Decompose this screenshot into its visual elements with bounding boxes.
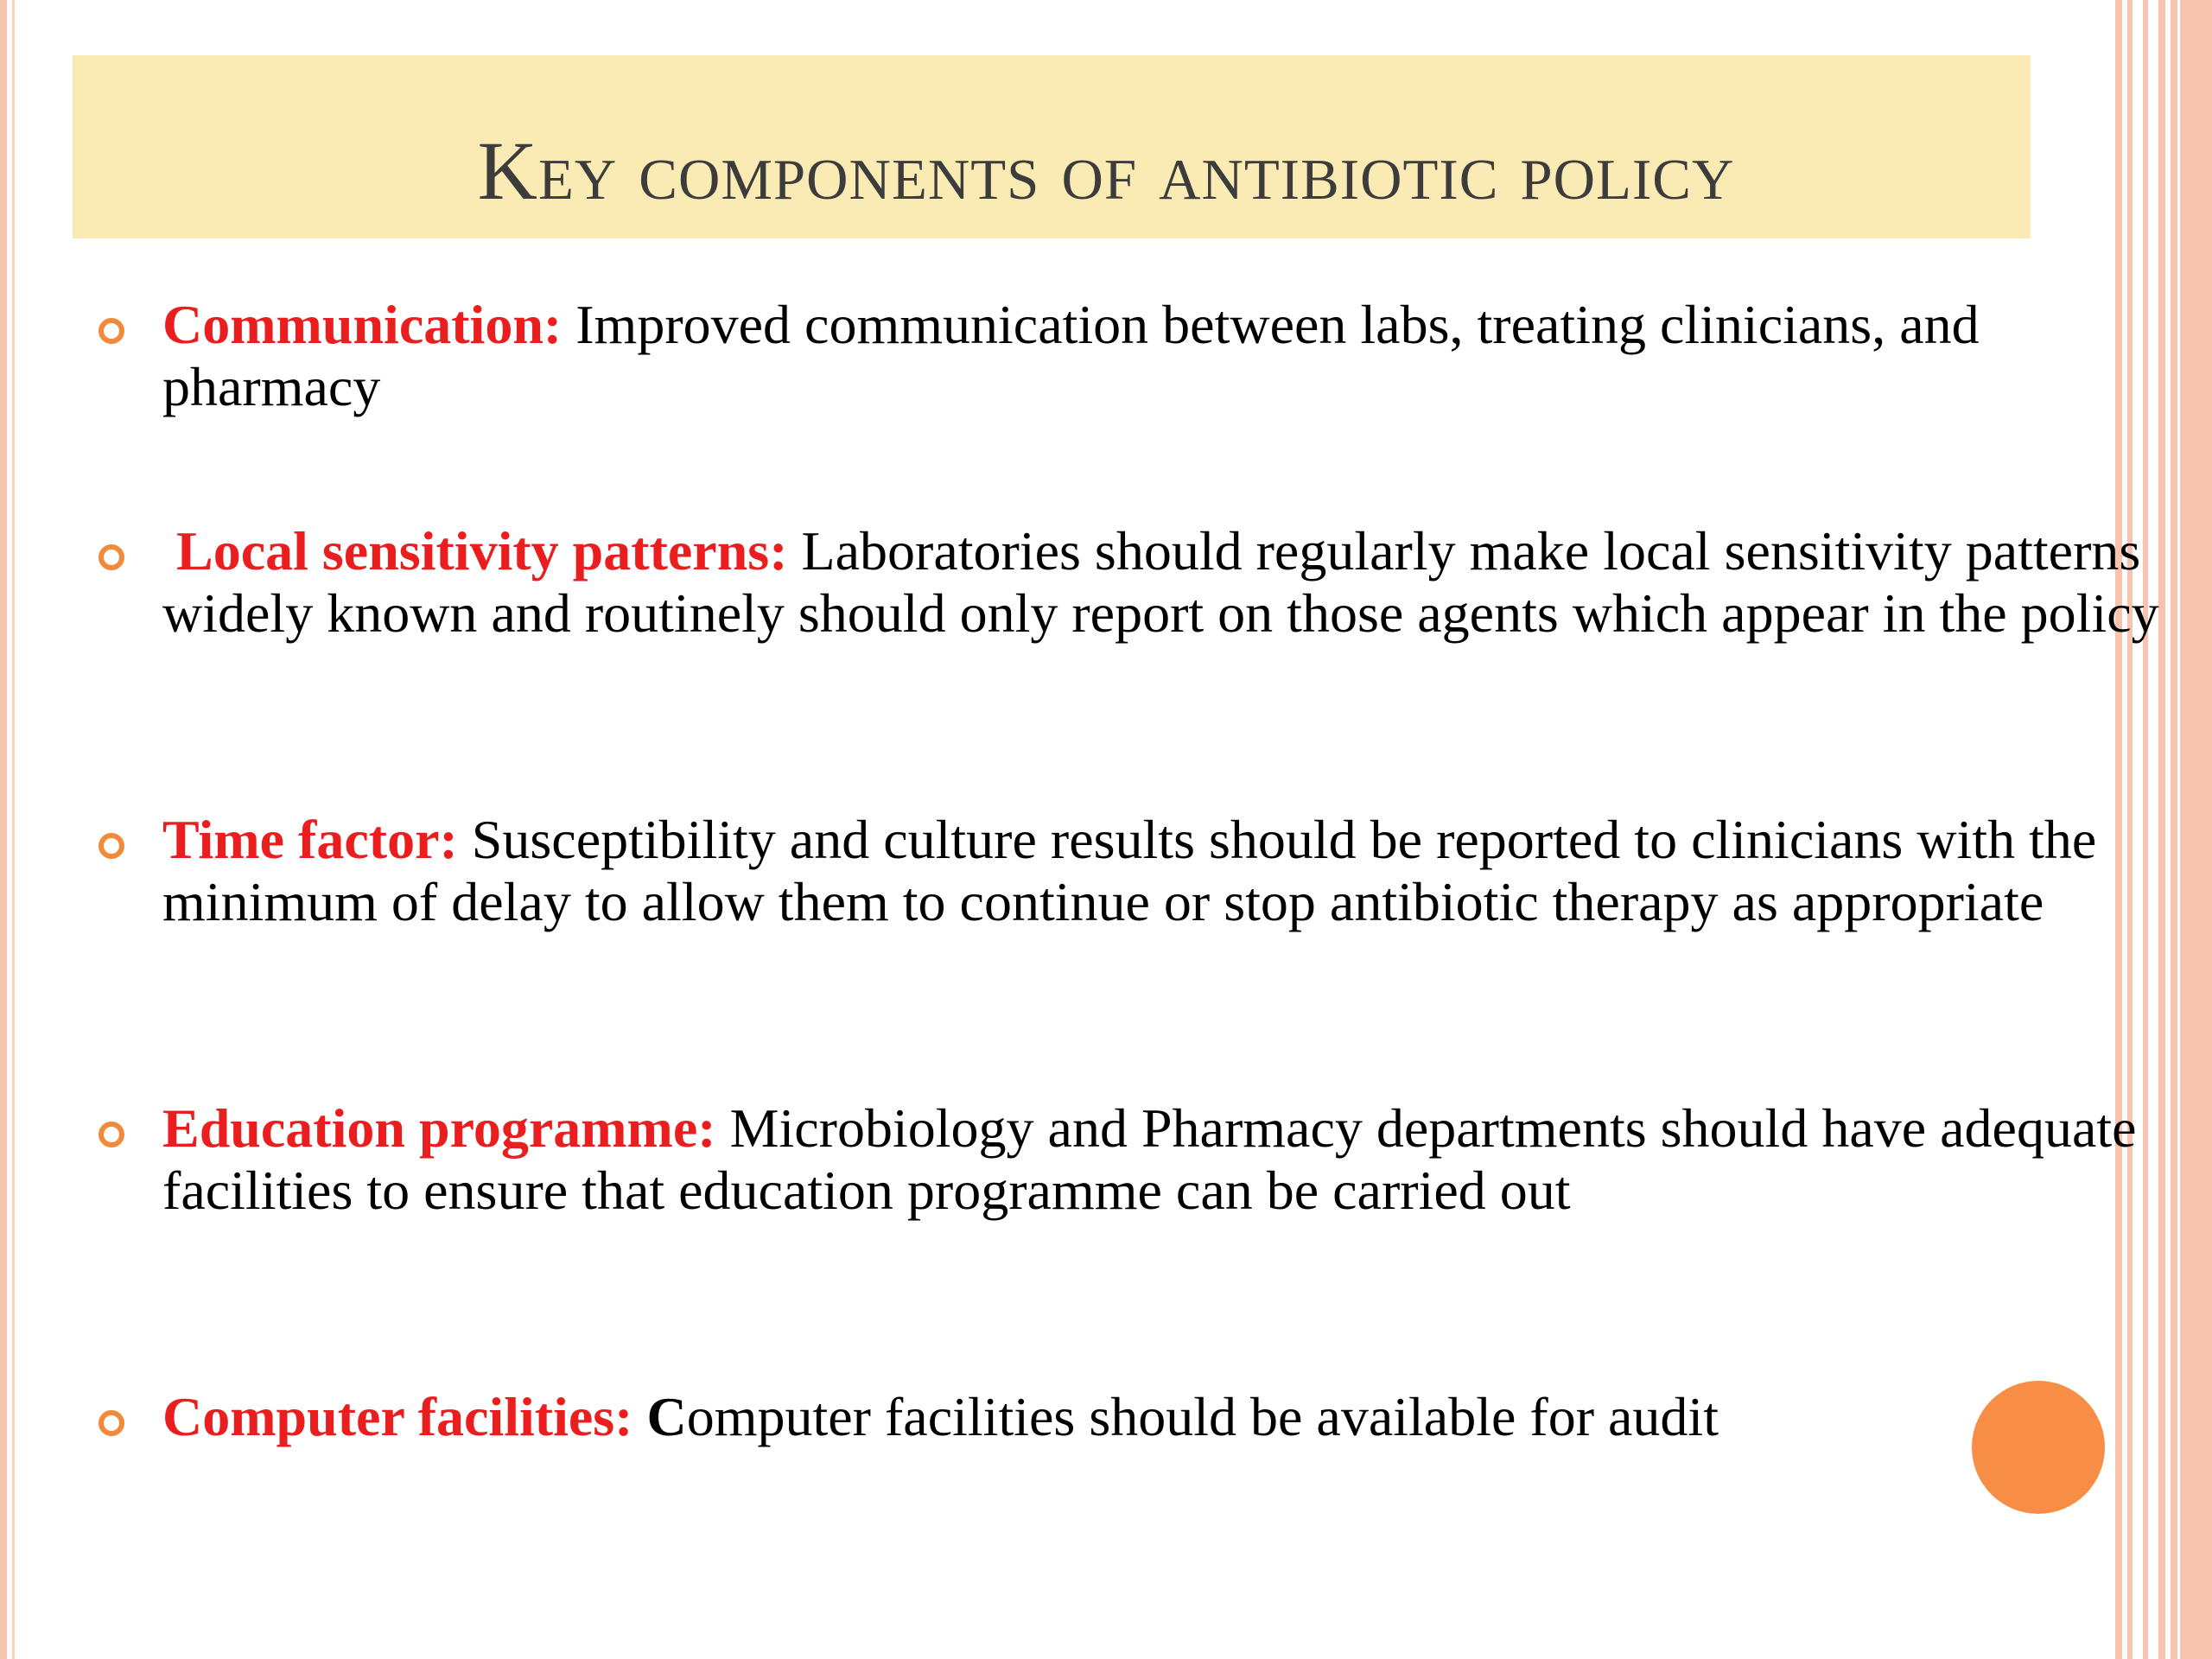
bullet-text (162, 809, 2202, 933)
bullet-text (162, 1386, 2202, 1448)
bullet-label: Local sensitivity patterns: (162, 520, 788, 582)
bullet-label: Time factor: (162, 809, 458, 870)
slide-title: Key components of antibiotic policy (477, 124, 1735, 217)
left-border-inner (12, 0, 15, 1659)
bullet-circle-icon (99, 544, 124, 570)
bullet-label: Communication: (162, 294, 563, 355)
bullet-body: Improved communication between labs, treating clinicians, and pharmacy (162, 294, 1980, 417)
bullet-circle-icon (99, 1122, 124, 1147)
bullet-label: Education programme: (162, 1097, 716, 1159)
bullet-body-prefix: C (646, 1386, 687, 1447)
bullet-text (162, 294, 2202, 418)
decorative-circle (1972, 1381, 2105, 1514)
bullet-text (162, 1097, 2202, 1222)
left-border (0, 0, 7, 1659)
bullet-circle-icon (99, 318, 124, 344)
bullet-label: Computer facilities: (162, 1386, 633, 1447)
bullet-body: Susceptibility and culture results should be reported to clinicians with the minimum of delay to allow them to continue or stop antibiotic therapy as appropriate (162, 809, 2097, 932)
bullet-body: Microbiology and Pharmacy departments should have adequate facilities to ensure that education programme can be carried out (162, 1097, 2137, 1221)
bullet-circle-icon (99, 833, 124, 859)
bullet-body: omputer facilities should be available for audit (686, 1386, 1719, 1447)
bullet-circle-icon (99, 1410, 124, 1436)
bullet-text (162, 520, 2202, 645)
bullet-body: Laboratories should regularly make local sensitivity patterns widely known and routinely should only report on those agents which appear in the policy (162, 520, 2159, 644)
